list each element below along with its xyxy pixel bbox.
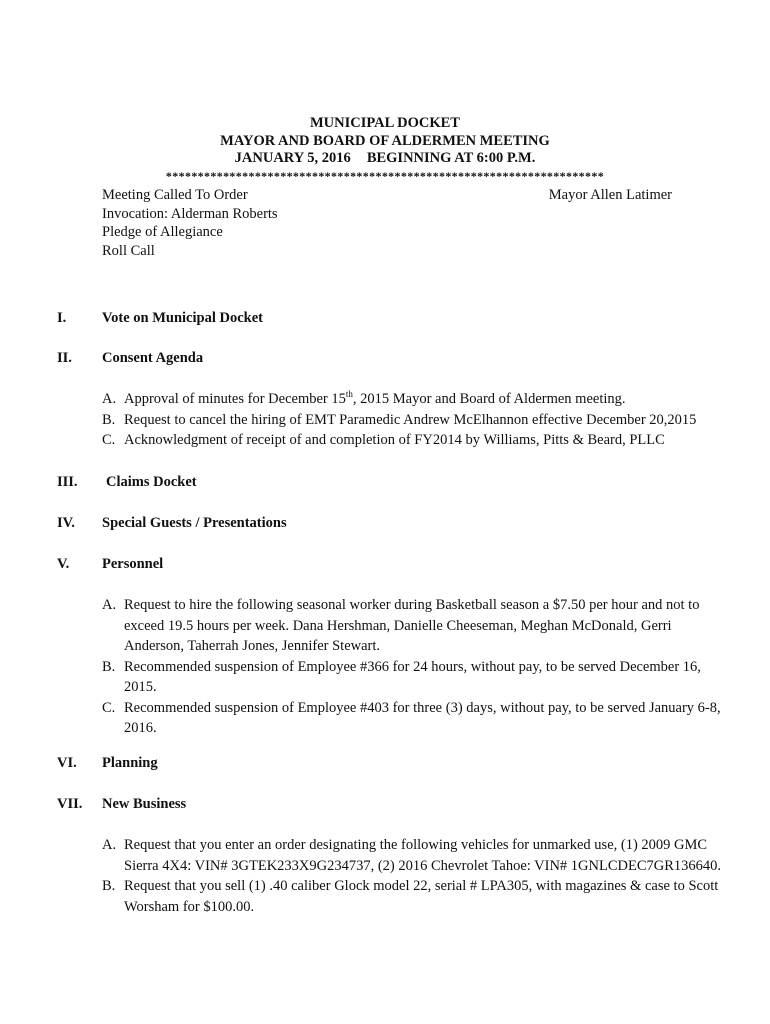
section-number: VI. — [57, 755, 77, 771]
list-item — [102, 389, 732, 410]
meeting-title: MAYOR AND BOARD OF ALDERMEN MEETING — [220, 132, 550, 149]
list-item — [102, 698, 732, 739]
star-divider: ********************************************************************* — [165, 168, 605, 183]
item-letter: B. — [102, 411, 116, 428]
new-business-items — [102, 835, 732, 917]
meeting-date: JANUARY 5, 2016 — [234, 150, 351, 166]
item-letter: A. — [102, 597, 117, 613]
section-title: Personnel — [102, 556, 164, 572]
section-heading — [57, 754, 158, 772]
consent-items — [102, 389, 732, 451]
item-text: Acknowledgment of receipt of and completion of FY2014 by Williams, Pitts & Beard, PLLC — [124, 432, 665, 448]
item-letter: C. — [102, 432, 116, 448]
item-text: Recommended suspension of Employee #403 for three (3) days, without pay, to be served January 6-8, 2016. — [124, 699, 721, 736]
personnel-items — [102, 595, 732, 739]
list-item — [102, 595, 732, 657]
section-title: Special Guests / Presentations — [102, 515, 287, 531]
section-heading — [57, 349, 203, 367]
section-title: New Business — [102, 796, 187, 812]
section-title: Vote on Municipal Docket — [102, 310, 263, 326]
invocation: Invocation: Alderman Roberts — [102, 205, 278, 222]
item-text: Recommended suspension of Employee #366 for 24 hours, without pay, to be served December 16, 2015. — [124, 658, 701, 695]
item-letter: A. — [102, 391, 117, 407]
item-text: Request that you sell (1) .40 caliber Glock model 22, serial # LPA305, with magazines & case to Scott Worsham for $100.00. — [124, 878, 719, 915]
section-heading — [57, 473, 197, 491]
item-letter: B. — [102, 658, 116, 675]
section-title: Planning — [102, 755, 158, 771]
called-to-order: Meeting Called To Order — [102, 187, 248, 203]
docket-title: MUNICIPAL DOCKET — [310, 115, 460, 131]
docket-header — [0, 115, 770, 185]
section-heading — [57, 309, 263, 327]
section-number: V. — [57, 556, 70, 572]
meeting-time: BEGINNING AT 6:00 P.M. — [366, 150, 536, 166]
item-letter: C. — [102, 699, 116, 716]
section-title: Claims Docket — [106, 474, 197, 490]
list-item — [102, 430, 732, 451]
section-number: I. — [57, 310, 67, 326]
item-text: Approval of minutes for December 15th, 2015 Mayor and Board of Aldermen meeting. — [124, 389, 626, 407]
section-heading — [57, 795, 186, 813]
item-text: Request that you enter an order designating the following vehicles for unmarked use, (1) 2009 GMC Sierra 4X4: VIN# 3GTEK233X9G234737, (2) 2016 Chevrolet Tahoe: VIN# 1GNLCDEC7GR136640. — [124, 837, 722, 874]
item-text: Request to cancel the hiring of EMT Paramedic Andrew McElhannon effective December 20,2015 — [124, 411, 697, 428]
item-text: Request to hire the following seasonal worker during Basketball season a $7.50 per hour and not to exceed 19.5 hours per week. Dana Hershman, Danielle Cheeseman, Meghan McDonald, Gerri Anderson, Taherrah Jones, Jennifer Stewart. — [124, 597, 700, 654]
section-number: III. — [57, 474, 78, 490]
pledge: Pledge of Allegiance — [102, 224, 223, 240]
section-number: II. — [57, 350, 72, 366]
list-item — [102, 657, 732, 698]
opening-block — [102, 186, 672, 260]
presider: Mayor Allen Latimer — [548, 187, 672, 203]
list-item — [102, 876, 732, 917]
roll-call: Roll Call — [102, 242, 155, 259]
list-item — [102, 835, 732, 876]
section-title: Consent Agenda — [102, 350, 204, 366]
section-heading — [57, 555, 163, 573]
section-number: IV. — [57, 515, 75, 531]
section-heading — [57, 514, 287, 532]
item-letter: A. — [102, 837, 117, 853]
section-number: VII. — [57, 796, 83, 812]
meeting-datetime — [0, 150, 770, 168]
list-item — [102, 410, 732, 431]
item-letter: B. — [102, 878, 116, 894]
